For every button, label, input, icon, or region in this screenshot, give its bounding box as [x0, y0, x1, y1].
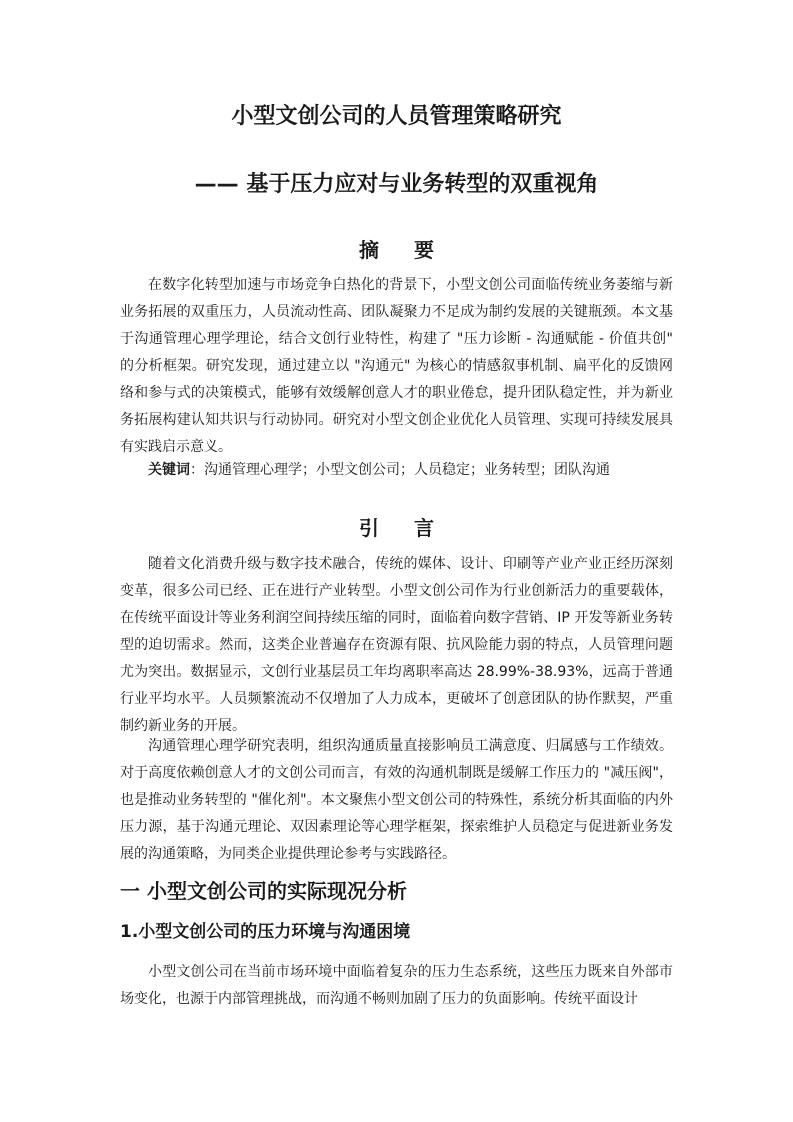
introduction-paragraph-2: 沟通管理心理学研究表明，组织沟通质量直接影响员工满意度、归属感与工作绩效。对于高度依赖创意人才的文创公司而言，有效的沟通机制既是缓解工作压力的 "减压阀"，也是推动业务转型的 "催化剂"。本文聚焦小型文创公司的特殊性，系统分析其面临的内外压力源，基于沟通元理论、双因素理论等心理学框架，探索维护人员稳定与促进新业务发展的沟通策略，为同类企业提供理论参考与实践路径。: [120, 738, 673, 862]
section-1-heading: 一 小型文创公司的实际现况分析: [120, 879, 407, 903]
paper-title: 小型文创公司的人员管理策略研究: [231, 104, 562, 129]
keywords-line: [120, 457, 673, 484]
subsection-1-1-paragraph: 小型文创公司在当前市场环境中面临着复杂的压力生态系统，这些压力既来自外部市场变化，也源于内部管理挑战，而沟通不畅则加剧了压力的负面影响。传统平面设计: [120, 964, 673, 1007]
abstract-heading: 摘 要: [359, 238, 448, 262]
introduction-paragraph-1: 随着文化消费升级与数字技术融合，传统的媒体、设计、印刷等产业产业正经历深刻变革，很多公司已经、正在进行产业转型。小型文创公司作为行业创新活力的重要载体，在传统平面设计等业务利润空间持续压缩的同时，面临着向数字营销、IP 开发等新业务转型的迫切需求。然而，这类企业普遍存在资源有限、抗风险能力弱的特点，人员管理问题尤为突出。数据显示，文创行业基层员工年均离职率高达 28.99%-38.93%，远高于普通行业平均水平。人员频繁流动不仅增加了人力成本，更破坏了创意团队的协作默契，严重制约新业务的开展。: [120, 556, 673, 734]
paper-subtitle: —— 基于压力应对与业务转型的双重视角: [194, 172, 599, 197]
subsection-1-1-heading: 1.小型文创公司的压力环境与沟通困境: [120, 922, 411, 942]
keywords-text: ：沟通管理心理学；小型文创公司；人员稳定；业务转型；团队沟通: [190, 462, 610, 478]
keywords-label: 关键词: [148, 462, 190, 478]
introduction-heading: 引 言: [359, 516, 448, 540]
abstract-body: 在数字化转型加速与市场竞争白热化的背景下，小型文创公司面临传统业务萎缩与新业务拓展的双重压力，人员流动性高、团队凝聚力不足成为制约发展的关键瓶颈。本文基于沟通管理心理学理论，结合文创行业特性，构建了 "压力诊断 - 沟通赋能 - 价值共创" 的分析框架。研究发现，通过建立以 "沟通元" 为核心的情感叙事机制、扁平化的反馈网络和参与式的决策模式，能够有效缓解创意人才的职业倦怠，提升团队稳定性，并为新业务拓展构建认知共识与行动协同。研究对小型文创企业优化人员管理、实现可持续发展具有实践启示意义。: [120, 277, 673, 455]
